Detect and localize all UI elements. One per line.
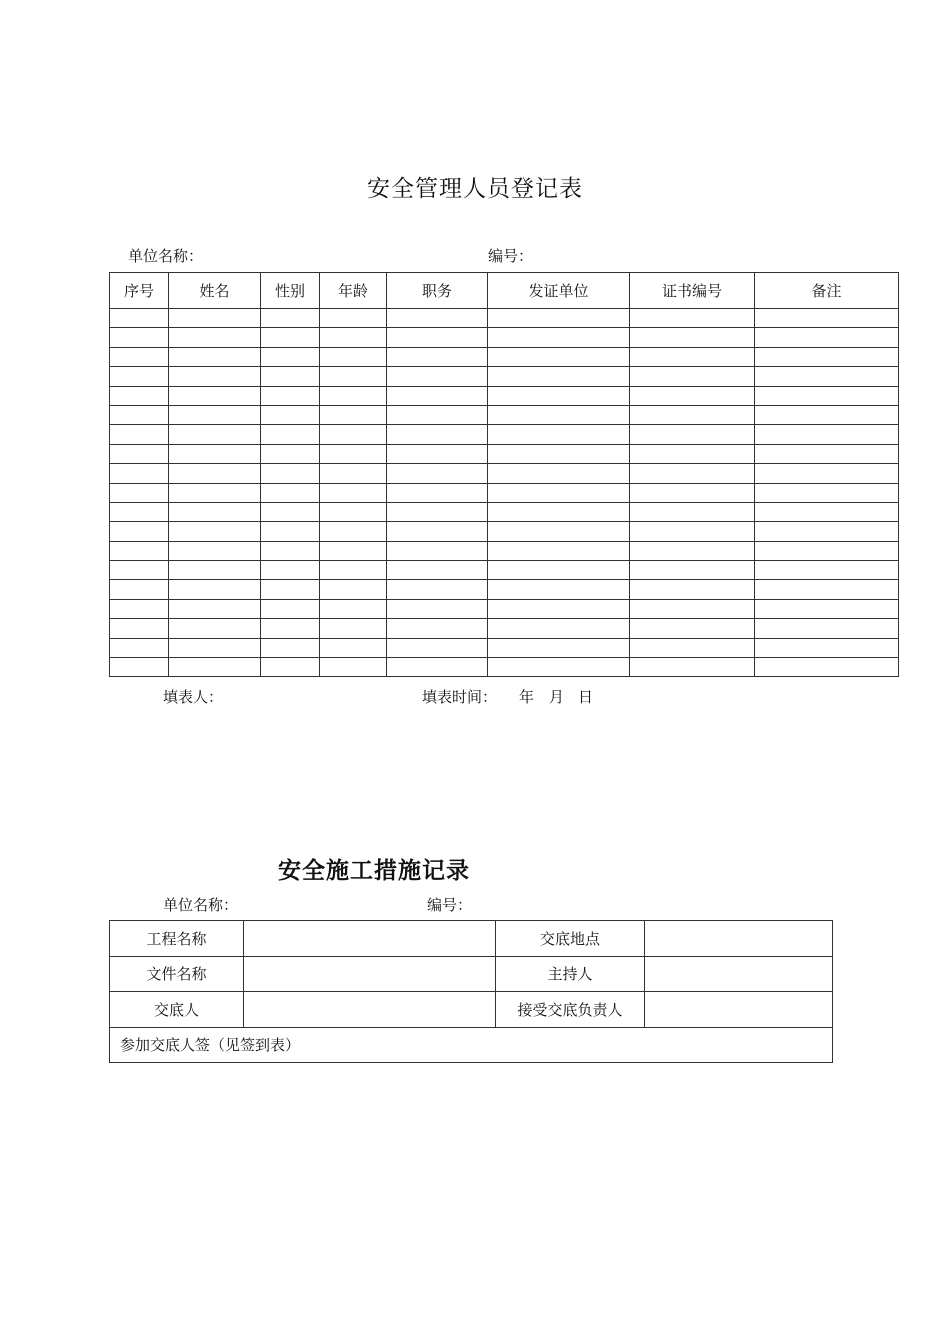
fill-date-month: 月 [549,688,565,706]
table-cell[interactable] [387,367,488,386]
table-cell[interactable] [320,464,387,483]
table-row [110,483,899,502]
table-row [110,347,899,366]
table-row [110,541,899,560]
table-cell[interactable] [169,464,261,483]
table-cell[interactable] [169,658,261,677]
table-cell[interactable] [261,541,320,560]
measures-table [109,920,833,1063]
column-header-gender: 性别 [261,273,320,309]
table-cell[interactable] [630,483,755,502]
registry-header-row [110,273,899,309]
table-cell[interactable] [630,658,755,677]
table-cell[interactable] [387,464,488,483]
table-cell[interactable] [630,580,755,599]
table-cell[interactable] [320,367,387,386]
table-cell[interactable] [261,464,320,483]
table-cell[interactable] [755,425,899,444]
table-cell[interactable] [320,405,387,424]
table-cell[interactable] [110,619,169,638]
table-cell[interactable] [488,386,630,405]
table-row [110,638,899,657]
table-cell[interactable] [261,328,320,347]
table-row [110,425,899,444]
table-row [110,561,899,580]
table-cell[interactable] [755,638,899,657]
table-cell[interactable] [488,425,630,444]
table-cell[interactable] [488,522,630,541]
table-cell[interactable] [387,561,488,580]
table-cell[interactable] [387,309,488,328]
table-cell[interactable] [488,658,630,677]
table-cell[interactable] [261,347,320,366]
table-cell[interactable] [320,386,387,405]
table-cell[interactable] [755,444,899,463]
table-row [110,367,899,386]
table-cell[interactable] [320,541,387,560]
table-cell[interactable] [320,502,387,521]
table-cell[interactable] [488,405,630,424]
table-cell[interactable] [320,599,387,618]
table-cell[interactable] [755,599,899,618]
table-cell[interactable] [630,405,755,424]
table-cell[interactable] [110,347,169,366]
document-name-label: 文件名称 [110,956,244,992]
table-cell[interactable] [755,405,899,424]
table-cell[interactable] [387,522,488,541]
table-cell[interactable] [488,580,630,599]
fill-date-year: 年 [519,688,535,706]
registry-title: 安全管理人员登记表 [367,176,583,202]
location-label: 交底地点 [496,921,645,957]
table-cell[interactable] [261,580,320,599]
column-header-position: 职务 [387,273,488,309]
table-cell[interactable] [110,367,169,386]
table-cell[interactable] [110,522,169,541]
table-cell[interactable] [387,328,488,347]
table-cell[interactable] [488,502,630,521]
table-cell[interactable] [387,483,488,502]
table-cell[interactable] [169,599,261,618]
table-cell[interactable] [169,367,261,386]
table-row [110,522,899,541]
table-cell[interactable] [630,522,755,541]
table-cell[interactable] [630,425,755,444]
table-cell[interactable] [488,561,630,580]
table-cell[interactable] [755,522,899,541]
table-cell[interactable] [755,367,899,386]
location-field[interactable] [645,921,833,957]
table-cell[interactable] [261,367,320,386]
table-cell[interactable] [630,599,755,618]
table-cell[interactable] [320,580,387,599]
table-cell[interactable] [110,444,169,463]
table-cell[interactable] [320,638,387,657]
table-cell[interactable] [110,405,169,424]
table-cell[interactable] [630,541,755,560]
table-cell[interactable] [110,309,169,328]
table-cell[interactable] [387,541,488,560]
measures-row-attendees [110,1027,833,1063]
table-cell[interactable] [169,405,261,424]
table-cell[interactable] [320,561,387,580]
column-header-name: 姓名 [169,273,261,309]
table-cell[interactable] [110,658,169,677]
table-cell[interactable] [387,444,488,463]
table-cell[interactable] [488,367,630,386]
table-cell[interactable] [387,638,488,657]
table-cell[interactable] [320,309,387,328]
table-cell[interactable] [110,425,169,444]
table-cell[interactable] [320,347,387,366]
table-cell[interactable] [169,619,261,638]
table-cell[interactable] [261,425,320,444]
table-cell[interactable] [387,502,488,521]
table-cell[interactable] [320,328,387,347]
column-header-age: 年龄 [320,273,387,309]
table-cell[interactable] [169,425,261,444]
table-cell[interactable] [488,619,630,638]
table-cell[interactable] [169,386,261,405]
table-cell[interactable] [630,309,755,328]
table-cell[interactable] [630,367,755,386]
table-row [110,502,899,521]
table-cell[interactable] [630,502,755,521]
table-cell[interactable] [320,658,387,677]
table-cell[interactable] [320,444,387,463]
table-cell[interactable] [387,386,488,405]
registry-number-label: 编号： [488,247,534,265]
table-cell[interactable] [387,580,488,599]
table-cell[interactable] [630,328,755,347]
filler-label: 填表人： [163,688,224,706]
fill-date-label: 填表时间： [422,688,498,706]
table-cell[interactable] [755,483,899,502]
table-cell[interactable] [261,619,320,638]
table-cell[interactable] [488,483,630,502]
table-cell[interactable] [387,658,488,677]
column-header-certificate: 证书编号 [630,273,755,309]
table-cell[interactable] [261,309,320,328]
table-cell[interactable] [320,483,387,502]
table-cell[interactable] [630,386,755,405]
table-cell[interactable] [110,599,169,618]
table-cell[interactable] [387,599,488,618]
table-cell[interactable] [169,522,261,541]
table-cell[interactable] [755,619,899,638]
registry-table-body [110,309,899,677]
table-cell[interactable] [387,405,488,424]
table-cell[interactable] [261,561,320,580]
table-cell[interactable] [488,464,630,483]
table-cell[interactable] [755,502,899,521]
table-cell[interactable] [169,580,261,599]
table-cell[interactable] [488,309,630,328]
table-cell[interactable] [110,541,169,560]
measures-row-document [110,956,833,992]
table-cell[interactable] [261,522,320,541]
fill-date-day: 日 [578,688,594,706]
table-cell[interactable] [110,328,169,347]
table-cell[interactable] [169,483,261,502]
registry-unit-label: 单位名称： [128,247,204,265]
briefer-field[interactable] [244,992,496,1028]
measures-row-project [110,921,833,957]
table-cell[interactable] [169,638,261,657]
table-cell[interactable] [755,658,899,677]
table-cell[interactable] [630,444,755,463]
table-cell[interactable] [630,638,755,657]
table-cell[interactable] [261,638,320,657]
table-cell[interactable] [169,444,261,463]
table-cell[interactable] [488,347,630,366]
table-cell[interactable] [110,580,169,599]
table-row [110,464,899,483]
receiver-label: 接受交底负责人 [496,992,645,1028]
table-cell[interactable] [261,599,320,618]
table-cell[interactable] [387,619,488,638]
table-cell[interactable] [110,386,169,405]
table-row [110,619,899,638]
table-cell[interactable] [261,405,320,424]
table-row [110,386,899,405]
table-cell[interactable] [755,561,899,580]
project-name-label: 工程名称 [110,921,244,957]
column-header-issuer: 发证单位 [488,273,630,309]
table-cell[interactable] [755,309,899,328]
table-cell[interactable] [387,425,488,444]
table-cell[interactable] [755,464,899,483]
table-cell[interactable] [488,328,630,347]
briefer-label: 交底人 [110,992,244,1028]
registry-table [109,272,899,677]
table-cell[interactable] [320,522,387,541]
table-cell[interactable] [169,541,261,560]
table-cell[interactable] [169,347,261,366]
table-cell[interactable] [488,599,630,618]
table-cell[interactable] [630,561,755,580]
table-cell[interactable] [755,541,899,560]
table-row [110,328,899,347]
table-row [110,405,899,424]
table-cell[interactable] [387,347,488,366]
host-field[interactable] [645,956,833,992]
table-row [110,580,899,599]
table-cell[interactable] [169,561,261,580]
table-row [110,599,899,618]
table-cell[interactable] [755,386,899,405]
table-row [110,658,899,677]
measures-title: 安全施工措施记录 [278,857,470,884]
table-cell[interactable] [169,309,261,328]
table-cell[interactable] [110,561,169,580]
column-header-index: 序号 [110,273,169,309]
table-cell[interactable] [630,619,755,638]
table-cell[interactable] [488,638,630,657]
host-label: 主持人 [496,956,645,992]
table-cell[interactable] [630,347,755,366]
measures-number-label: 编号： [427,896,473,914]
column-header-remarks: 备注 [755,273,899,309]
table-cell[interactable] [755,580,899,599]
table-cell[interactable] [169,502,261,521]
table-cell[interactable] [110,464,169,483]
measures-unit-label: 单位名称： [163,896,239,914]
table-cell[interactable] [320,619,387,638]
receiver-field[interactable] [645,992,833,1028]
table-row [110,309,899,328]
measures-row-briefing [110,992,833,1028]
table-row [110,444,899,463]
table-cell[interactable] [110,638,169,657]
table-cell[interactable] [488,444,630,463]
table-cell[interactable] [110,483,169,502]
table-cell[interactable] [320,425,387,444]
table-cell[interactable] [755,347,899,366]
table-cell[interactable] [169,328,261,347]
table-cell[interactable] [261,658,320,677]
table-cell[interactable] [755,328,899,347]
table-cell[interactable] [261,386,320,405]
table-cell[interactable] [488,541,630,560]
table-cell[interactable] [630,464,755,483]
attendees-label: 参加交底人签（见签到表） [110,1027,833,1063]
project-name-field[interactable] [244,921,496,957]
table-cell[interactable] [110,502,169,521]
table-cell[interactable] [261,444,320,463]
table-cell[interactable] [261,483,320,502]
document-name-field[interactable] [244,956,496,992]
table-cell[interactable] [261,502,320,521]
